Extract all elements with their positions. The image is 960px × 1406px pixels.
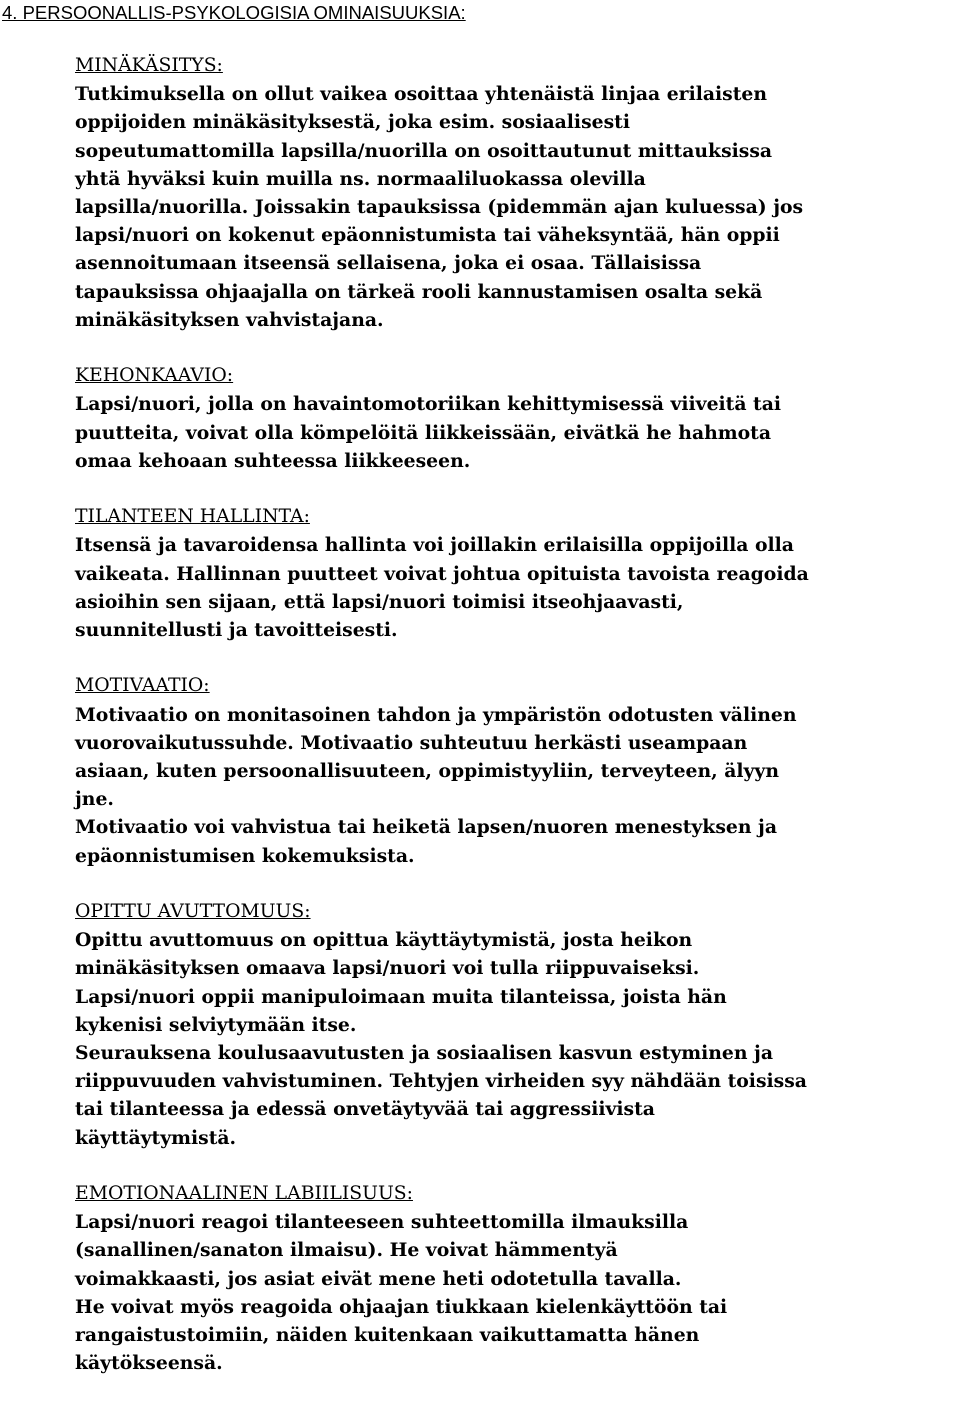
paragraph — [75, 926, 960, 982]
paragraph — [75, 531, 960, 644]
section — [75, 672, 960, 869]
text-line: suunnitellusti ja tavoitteisesti. — [75, 619, 398, 642]
text-line: asiaan, kuten persoonallisuuteen, oppimistyyliin, terveyteen, älyyn — [75, 760, 779, 783]
paragraph — [75, 1039, 960, 1152]
paragraph — [75, 983, 960, 1039]
text-line: voimakkaasti, jos asiat eivät mene heti odotetulla tavalla. — [75, 1267, 682, 1290]
paragraph — [75, 813, 960, 869]
text-line: oppijoiden minäkäsityksestä, joka esim. sosiaalisesti — [75, 111, 630, 134]
paragraph — [75, 701, 960, 814]
text-line: puutteita, voivat olla kömpelöitä liikkeissään, eivätkä he hahmota — [75, 421, 772, 444]
text-line: He voivat myös reagoida ohjaajan tiukkaan kielenkäyttöön tai — [75, 1295, 728, 1318]
paragraph — [75, 1293, 960, 1378]
text-line: käyttäytymistä. — [75, 1126, 237, 1149]
text-line: Motivaatio on monitasoinen tahdon ja ympäristön odotusten välinen — [75, 703, 797, 726]
text-line: lapsilla/nuorilla. Joissakin tapauksissa (pidemmän ajan kuluessa) jos — [75, 196, 804, 219]
text-line: omaa kehoaan suhteessa liikkeeseen. — [75, 449, 471, 472]
page-title: 4. PERSOONALLIS-PSYKOLOGISIA OMINAISUUKSIA: — [2, 2, 466, 23]
text-line: Itsensä ja tavaroidensa hallinta voi joillakin erilaisilla oppijoilla olla — [75, 534, 794, 557]
section — [75, 52, 960, 334]
section-heading: KEHONKAAVIO: — [75, 365, 234, 387]
text-line: Tutkimuksella on ollut vaikea osoittaa yhtenäistä linjaa erilaisten — [75, 83, 768, 106]
paragraph — [75, 390, 960, 475]
section-heading: OPITTU AVUTTOMUUS: — [75, 901, 311, 923]
section — [75, 503, 960, 644]
paragraph — [75, 80, 960, 334]
section-heading: EMOTIONAALINEN LABIILISUUS: — [75, 1183, 413, 1205]
text-line: tapauksissa ohjaajalla on tärkeä rooli kannustamisen osalta sekä — [75, 280, 763, 303]
section — [75, 1180, 960, 1377]
text-line: vaikeata. Hallinnan puutteet voivat johtua opituista tavoista reagoida — [75, 562, 809, 585]
text-line: Seurauksena koulusaavutusten ja sosiaalisen kasvun estyminen ja — [75, 1042, 774, 1065]
text-line: minäkäsityksen omaava lapsi/nuori voi tulla riippuvaiseksi. — [75, 957, 700, 980]
document-body — [75, 52, 960, 1406]
text-line: yhtä hyväksi kuin muilla ns. normaaliluokassa olevilla — [75, 167, 646, 190]
text-line: asioihin sen sijaan, että lapsi/nuori toimisi itseohjaavasti, — [75, 590, 684, 613]
text-line: tai tilanteessa ja edessä onvetäytyvää tai aggressiivista — [75, 1098, 655, 1121]
paragraph — [75, 1208, 960, 1293]
text-line: Motivaatio voi vahvistua tai heiketä lapsen/nuoren menestyksen ja — [75, 816, 777, 839]
text-line: Opittu avuttomuus on opittua käyttäytymistä, josta heikon — [75, 929, 693, 952]
text-line: vuorovaikutussuhde. Motivaatio suhteutuu herkästi useampaan — [75, 731, 748, 754]
section — [75, 898, 960, 1152]
text-line: riippuvuuden vahvistuminen. Tehtyjen virheiden syy nähdään toisissa — [75, 1070, 807, 1093]
text-line: sopeutumattomilla lapsilla/nuorilla on osoittautunut mittauksissa — [75, 139, 773, 162]
section-heading: TILANTEEN HALLINTA: — [75, 506, 310, 528]
text-line: asennoitumaan itseensä sellaisena, joka ei osaa. Tällaisissa — [75, 252, 702, 275]
text-line: kykenisi selviytymään itse. — [75, 1013, 357, 1036]
section-heading: MOTIVAATIO: — [75, 675, 210, 697]
text-line: rangaistustoimiin, näiden kuitenkaan vaikuttamatta hänen — [75, 1324, 700, 1347]
text-line: Lapsi/nuori, jolla on havaintomotoriikan kehittymisessä viiveitä tai — [75, 393, 782, 416]
text-line: käytökseensä. — [75, 1352, 223, 1375]
text-line: lapsi/nuori on kokenut epäonnistumista tai väheksyntää, hän oppii — [75, 224, 780, 247]
text-line: epäonnistumisen kokemuksista. — [75, 844, 415, 867]
text-line: minäkäsityksen vahvistajana. — [75, 308, 384, 331]
section-heading: MINÄKÄSITYS: — [75, 55, 223, 76]
text-line: Lapsi/nuori oppii manipuloimaan muita tilanteissa, joista hän — [75, 985, 727, 1008]
text-line: Lapsi/nuori reagoi tilanteeseen suhteettomilla ilmauksilla — [75, 1211, 689, 1234]
text-line: jne. — [75, 788, 114, 811]
section — [75, 362, 960, 475]
text-line: (sanallinen/sanaton ilmaisu). He voivat hämmentyä — [75, 1239, 618, 1262]
